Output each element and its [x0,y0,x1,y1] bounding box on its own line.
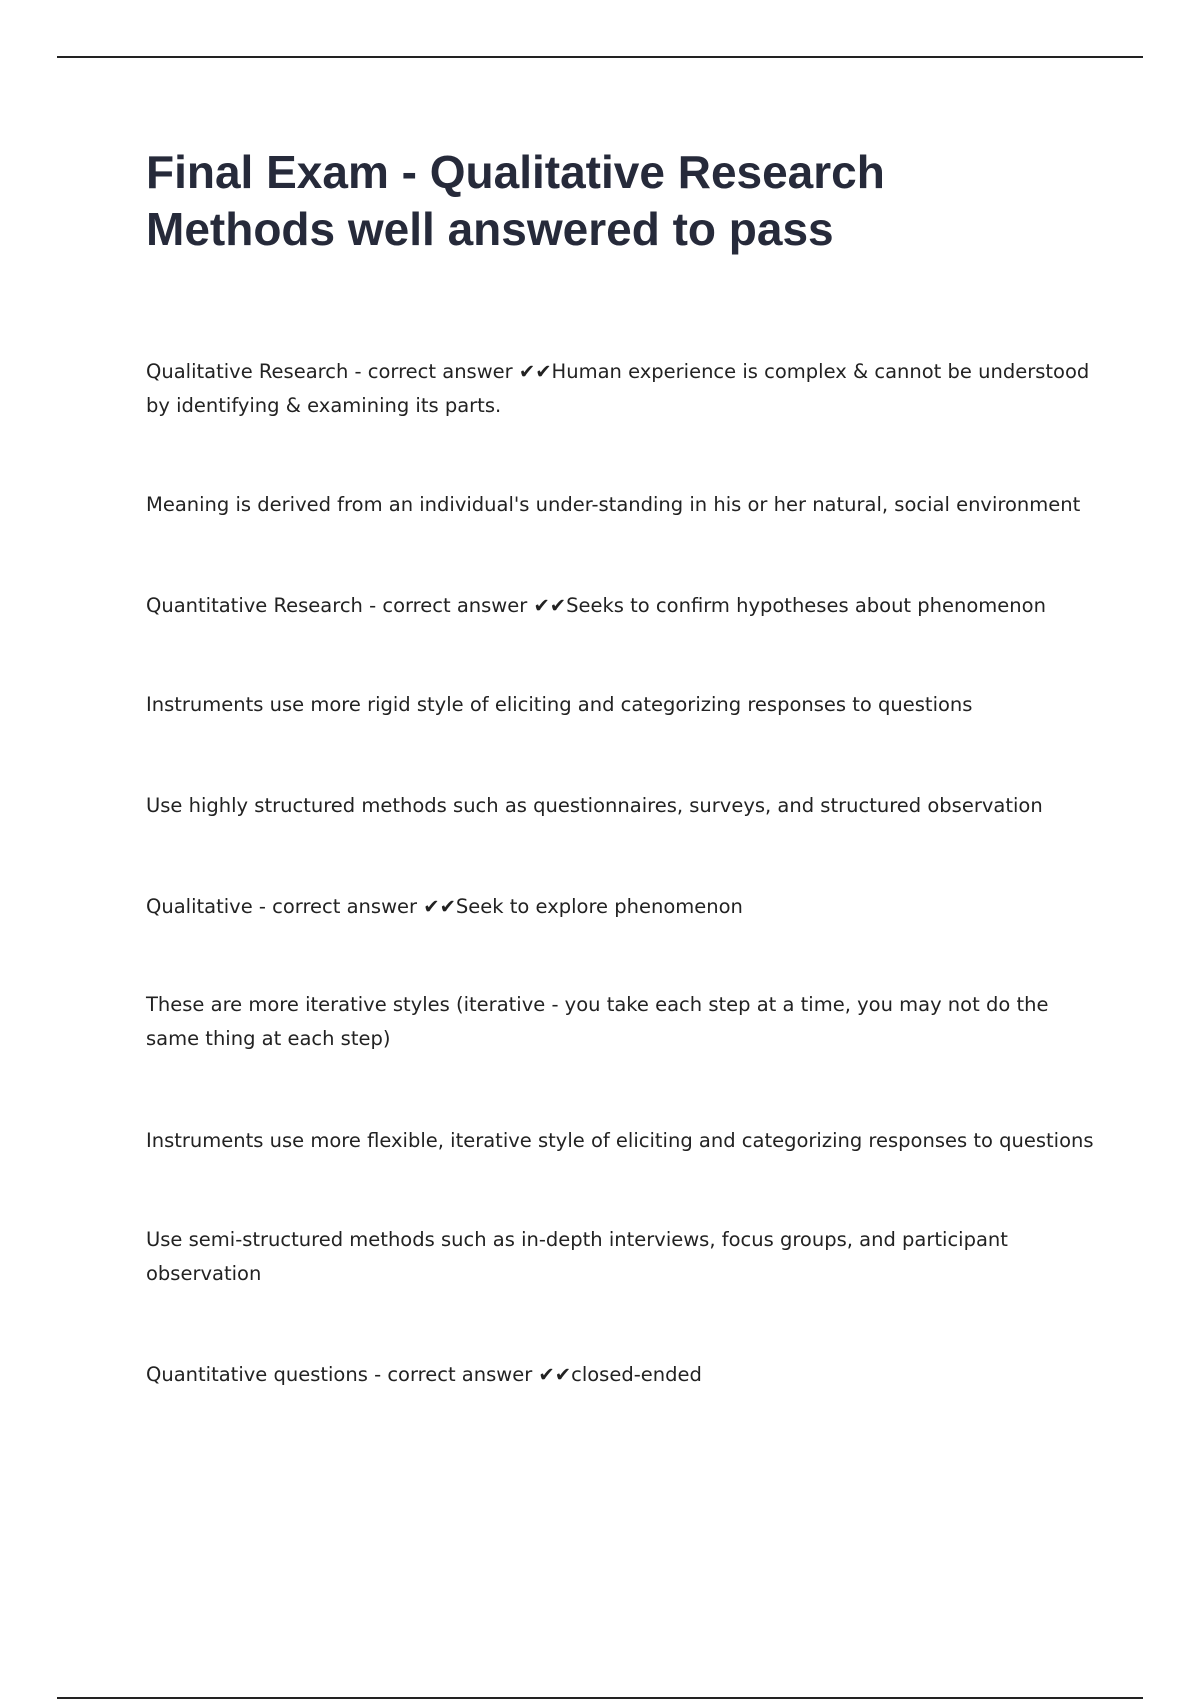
document-title: Final Exam - Qualitative Research Methods well answered to pass [146,146,885,255]
top-divider [57,56,1143,58]
bottom-divider [57,1697,1143,1699]
paragraph-qualitative: Qualitative - correct answer ✔✔Seek to explore phenomenon [146,895,743,918]
paragraph-rigid-instruments: Instruments use more rigid style of eliciting and categorizing responses to questions [146,693,973,716]
paragraph-semi-structured-methods: Use semi-structured methods such as in-depth interviews, focus groups, and participant observation [146,1228,1008,1285]
paragraph-qualitative-research: Qualitative Research - correct answer ✔✔Human experience is complex & cannot be understood by identifying & examining its parts. [146,360,1090,417]
paragraph-meaning: Meaning is derived from an individual's under-standing in his or her natural, social environment [146,493,1081,516]
paragraph-flexible-instruments: Instruments use more flexible, iterative style of eliciting and categorizing responses to questions [146,1129,1094,1152]
paragraph-structured-methods: Use highly structured methods such as questionnaires, surveys, and structured observation [146,794,1043,817]
paragraph-quantitative-questions: Quantitative questions - correct answer ✔✔closed-ended [146,1363,702,1386]
paragraph-quantitative-research: Quantitative Research - correct answer ✔✔Seeks to confirm hypotheses about phenomenon [146,594,1046,617]
paragraph-iterative-styles: These are more iterative styles (iterative - you take each step at a time, you may not do the same thing at each step) [146,993,1049,1050]
